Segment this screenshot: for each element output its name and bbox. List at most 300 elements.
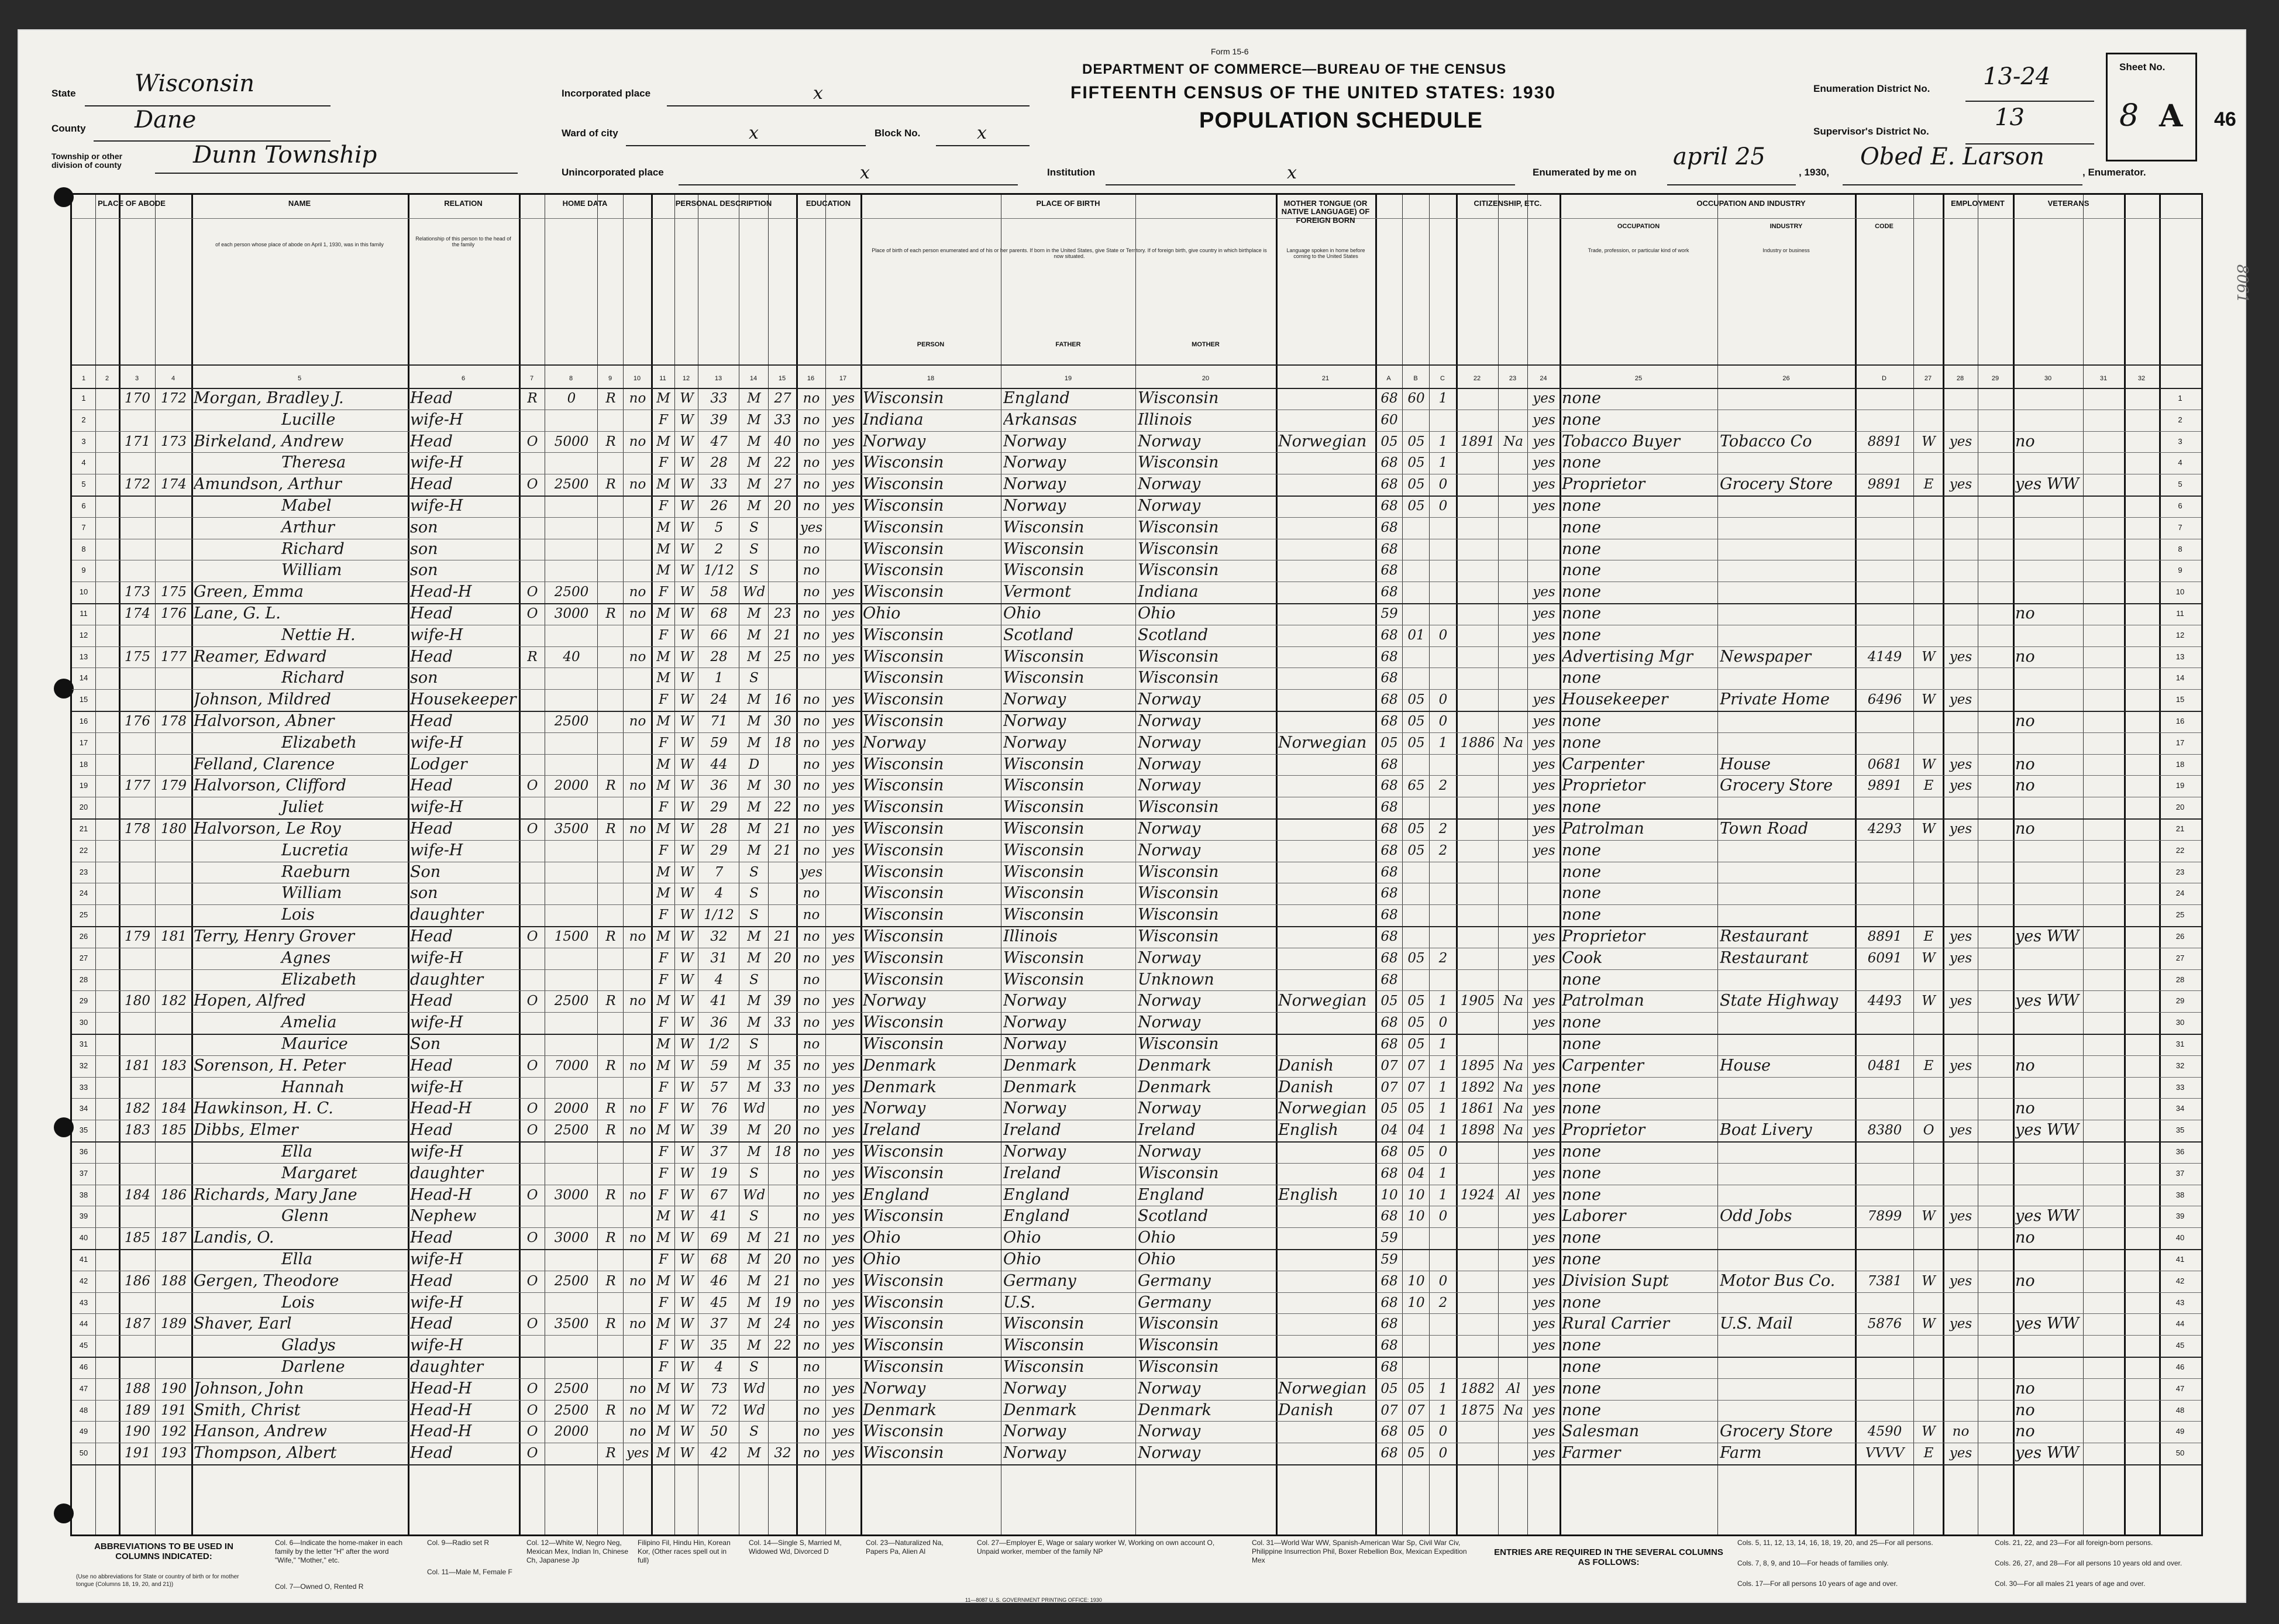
cell-fam: 184 — [161, 1101, 187, 1117]
cell-name: Lane, G. L. — [194, 604, 281, 622]
cell-name: Landis, O. — [194, 1229, 274, 1247]
group-header-name: NAME — [288, 199, 311, 208]
cell-mbp: Norway — [1138, 992, 1201, 1010]
cell-age: 44 — [710, 756, 728, 772]
cell-mbp: England — [1138, 1185, 1204, 1204]
cell-name: Hopen, Alfred — [194, 992, 306, 1010]
cell-sch: no — [803, 412, 820, 428]
line-number: 14 — [79, 673, 88, 683]
line-number: 31 — [79, 1040, 88, 1048]
cell-mar: M — [747, 627, 761, 643]
cell-sch: no — [803, 735, 820, 751]
cell-cb: 05 — [1407, 433, 1425, 449]
cell-fbp: Denmark — [1003, 1078, 1077, 1096]
entries-title: ENTRIES ARE REQUIRED IN THE SEVERAL COLUMNS AS FOLLOWS: — [1494, 1547, 1723, 1567]
entries-req6: Col. 30—For all males 21 years of age and over. — [1995, 1580, 2146, 1588]
cell-ca: 68 — [1381, 842, 1398, 858]
cell-ca: 68 — [1381, 929, 1398, 944]
cell-val: 2000 — [554, 1101, 589, 1117]
cell-occ: none — [1562, 539, 1602, 558]
cell-sex: M — [656, 391, 670, 406]
cell-eng: yes — [1533, 1209, 1555, 1224]
cell-val: 2500 — [554, 1402, 589, 1418]
cell-mar: M — [747, 714, 761, 729]
cell-dw: 177 — [125, 778, 150, 794]
cell-rel: son — [410, 884, 438, 903]
cell-occ: none — [1562, 906, 1602, 924]
cell-rel: daughter — [410, 906, 484, 924]
supervisor-value: 13 — [1995, 104, 2025, 131]
cell-code: 0481 — [1867, 1058, 1902, 1074]
cell-fbp: Norway — [1003, 1379, 1066, 1398]
cell-read: yes — [832, 433, 855, 449]
cell-sch: no — [803, 1338, 820, 1354]
form-number: Form 15-6 — [1211, 47, 1249, 56]
cell-sch: no — [803, 1295, 820, 1310]
line-number: 16 — [79, 717, 88, 725]
cell-mbp: Wisconsin — [1138, 1035, 1219, 1053]
cell-ind: Newspaper — [1720, 647, 1812, 666]
cell-sex: M — [656, 606, 670, 621]
column-number: 16 — [807, 375, 815, 382]
cell-name: Margaret — [281, 1164, 357, 1182]
cell-name: William — [281, 884, 342, 903]
cell-emp: yes — [1949, 433, 1972, 449]
cell-own: O — [526, 993, 538, 1009]
cell-sex: F — [659, 498, 668, 514]
cell-fbp: Norway — [1003, 992, 1066, 1010]
cell-farm: no — [629, 1424, 646, 1440]
cell-own: O — [526, 1446, 538, 1461]
line-number: 45 — [2175, 1341, 2185, 1350]
cell-am: 27 — [774, 391, 791, 406]
cell-race: W — [680, 1424, 694, 1440]
line-number: 22 — [79, 845, 88, 855]
cell-rel: Head — [410, 475, 453, 494]
line-number: 35 — [79, 1126, 88, 1135]
cell-ind: House — [1720, 1056, 1771, 1075]
cell-read: yes — [832, 1316, 855, 1332]
cell-dw: 188 — [125, 1381, 150, 1396]
cell-own: O — [526, 1058, 538, 1074]
cell-ca: 68 — [1381, 1295, 1398, 1310]
cell-age: 67 — [710, 1187, 728, 1203]
abbrev-col23: Col. 23—Naturalized Na, Papers Pa, Alien Al — [866, 1539, 944, 1556]
cell-fam: 177 — [161, 649, 187, 665]
enumerator-label: , Enumerator. — [2082, 167, 2146, 178]
cell-occ: none — [1562, 1099, 1602, 1118]
cell-rel: Head — [410, 647, 453, 666]
cell-vet: yes WW — [2015, 1207, 2080, 1226]
cell-sch: no — [803, 756, 820, 772]
cell-tongue: Danish — [1278, 1078, 1334, 1096]
cell-race: W — [680, 714, 694, 729]
cell-race: W — [680, 993, 694, 1009]
cell-bp: Wisconsin — [863, 1336, 944, 1355]
cell-sch: no — [803, 584, 820, 600]
cell-occ: none — [1562, 712, 1602, 730]
cell-age: 37 — [710, 1316, 728, 1332]
cell-age: 4 — [714, 1360, 724, 1375]
cell-mar: M — [747, 1446, 761, 1461]
cell-race: W — [680, 455, 694, 471]
group-header-personal: PERSONAL DESCRIPTION — [675, 199, 772, 208]
enumeration-date: april 25 — [1673, 143, 1765, 170]
cell-ca: 05 — [1381, 1101, 1398, 1117]
line-number: 22 — [2175, 845, 2185, 855]
cell-dw: 180 — [125, 993, 150, 1009]
cell-sch: no — [803, 477, 820, 493]
cell-sch: no — [803, 1187, 820, 1203]
cell-fbp: Norway — [1003, 1444, 1066, 1463]
cell-bp: Wisconsin — [863, 518, 944, 536]
line-number: 2 — [2178, 415, 2182, 424]
cell-val: 3000 — [554, 606, 589, 621]
cell-occ: none — [1562, 669, 1602, 687]
cell-age: 5 — [714, 519, 724, 535]
cell-emp: yes — [1949, 929, 1972, 944]
cell-mbp: Norway — [1138, 948, 1201, 967]
cell-farm: no — [629, 778, 646, 794]
cell-rel: Head — [410, 604, 453, 622]
cell-imm: 1861 — [1460, 1101, 1495, 1117]
cell-sch: no — [803, 972, 820, 988]
cell-bp: Wisconsin — [863, 583, 944, 601]
cell-radio: R — [605, 1316, 616, 1332]
cell-rel: daughter — [410, 1358, 484, 1376]
cell-ca: 68 — [1381, 670, 1398, 686]
cell-fam: 187 — [161, 1230, 187, 1246]
cell-ca: 68 — [1381, 1209, 1398, 1224]
cell-ind: Boat Livery — [1720, 1121, 1812, 1140]
cell-am: 19 — [774, 1295, 791, 1310]
cell-cb: 05 — [1407, 1144, 1425, 1159]
cell-name: Terry, Henry Grover — [194, 927, 355, 945]
cell-age: 4 — [714, 972, 724, 988]
cell-farm: no — [629, 993, 646, 1009]
cell-read: yes — [832, 1209, 855, 1224]
cell-rel: Nephew — [410, 1207, 477, 1226]
cell-age: 37 — [710, 1144, 728, 1159]
cell-ind: Town Road — [1720, 820, 1809, 838]
cell-cb: 10 — [1407, 1273, 1425, 1289]
cell-mar: M — [747, 1252, 761, 1267]
cell-vet: no — [2015, 432, 2035, 450]
cell-val: 2500 — [554, 477, 589, 493]
cell-bp: Ohio — [863, 604, 901, 622]
cell-own: O — [526, 1230, 538, 1246]
cell-occ: Proprietor — [1562, 475, 1645, 494]
line-number: 23 — [2175, 867, 2185, 876]
line-number: 1 — [81, 394, 86, 402]
cell-val: 1500 — [554, 929, 589, 944]
cell-mar: M — [747, 455, 761, 471]
line-number: 28 — [79, 975, 88, 984]
line-number: 14 — [2175, 673, 2185, 683]
cell-rel: wife-H — [410, 1250, 463, 1268]
cell-fbp: Denmark — [1003, 1401, 1077, 1419]
group-header-veterans: VETERANS — [2047, 199, 2089, 208]
cell-emp: yes — [1949, 1273, 1972, 1289]
cell-mbp: Wisconsin — [1138, 1358, 1219, 1376]
cell-vet: yes WW — [2015, 992, 2080, 1010]
cell-sex: F — [659, 950, 668, 966]
cell-bp: Wisconsin — [863, 497, 944, 515]
cell-cc: 0 — [1438, 477, 1448, 493]
cell-eng: yes — [1533, 1187, 1555, 1203]
column-number: 6 — [461, 375, 466, 382]
column-description-occ-desc: Trade, profession, or particular kind of work — [1588, 247, 1689, 253]
line-number: 27 — [79, 953, 88, 962]
cell-tongue: Norwegian — [1278, 1099, 1367, 1118]
cell-sex: F — [659, 1144, 668, 1159]
cell-occ: Patrolman — [1562, 820, 1644, 838]
cell-read: yes — [832, 821, 855, 837]
cell-bp: Norway — [863, 432, 926, 450]
cell-race: W — [680, 519, 694, 535]
line-number: 21 — [79, 824, 88, 833]
cell-race: W — [680, 950, 694, 966]
cell-occ: Proprietor — [1562, 1121, 1645, 1140]
cell-radio: R — [605, 1123, 616, 1138]
cell-ind: Grocery Store — [1720, 475, 1833, 494]
cell-fbp: Norway — [1003, 432, 1066, 450]
cell-bp: Wisconsin — [863, 841, 944, 859]
line-number: 33 — [2175, 1082, 2185, 1092]
cell-name: Halvorson, Le Roy — [194, 820, 341, 838]
cell-am: 20 — [774, 1252, 791, 1267]
cell-fam: 191 — [161, 1402, 187, 1418]
cell-vet: no — [2015, 647, 2035, 666]
cell-mbp: Wisconsin — [1138, 1336, 1219, 1355]
cell-cls: W — [1922, 756, 1936, 772]
column-number: 11 — [659, 375, 666, 382]
line-number: 29 — [79, 996, 88, 1006]
column-description-relation: Relationship of this person to the head of the family — [415, 236, 511, 248]
cell-am: 21 — [774, 1230, 791, 1246]
cell-mbp: Wisconsin — [1138, 669, 1219, 687]
cell-sex: M — [656, 1037, 670, 1052]
group-header-citizenship: CITIZENSHIP, ETC. — [1474, 199, 1542, 208]
unincorporated-label: Unincorporated place — [562, 167, 664, 178]
cell-read: yes — [832, 1381, 855, 1396]
cell-val: 2000 — [554, 1424, 589, 1440]
line-number: 29 — [2175, 996, 2185, 1006]
cell-ca: 68 — [1381, 498, 1398, 514]
line-number: 46 — [2175, 1362, 2185, 1371]
cell-eng: yes — [1533, 627, 1555, 643]
line-number: 8 — [81, 544, 86, 553]
cell-val: 2500 — [554, 1273, 589, 1289]
cell-mbp: Wisconsin — [1138, 647, 1219, 666]
cell-ca: 05 — [1381, 735, 1398, 751]
cell-occ: none — [1562, 1013, 1602, 1032]
cell-sex: M — [656, 864, 670, 880]
cell-eng: yes — [1533, 714, 1555, 729]
cell-mbp: Denmark — [1138, 1078, 1211, 1096]
cell-bp: Wisconsin — [863, 1035, 944, 1053]
line-number: 10 — [2175, 587, 2185, 597]
cell-fam: 186 — [161, 1187, 187, 1203]
cell-farm: no — [629, 433, 646, 449]
cell-farm: no — [629, 606, 646, 621]
cell-rel: son — [410, 518, 438, 536]
cell-fbp: Wisconsin — [1003, 862, 1085, 881]
cell-fbp: Ireland — [1003, 1121, 1061, 1140]
cell-fbp: Wisconsin — [1003, 539, 1085, 558]
cell-fbp: Norway — [1003, 1035, 1066, 1053]
cell-fam: 175 — [161, 584, 187, 600]
cell-ind: Private Home — [1720, 690, 1830, 709]
cell-bp: Wisconsin — [863, 1143, 944, 1161]
cell-occ: Salesman — [1562, 1422, 1640, 1441]
cell-rel: wife-H — [410, 1143, 463, 1161]
cell-code: 4493 — [1867, 993, 1902, 1009]
cell-cc: 0 — [1438, 498, 1448, 514]
cell-sex: M — [656, 993, 670, 1009]
census-title: FIFTEENTH CENSUS OF THE UNITED STATES: 1930 — [1070, 83, 1556, 102]
cell-mar: M — [747, 477, 761, 493]
cell-dw: 186 — [125, 1273, 150, 1289]
cell-fbp: Norway — [1003, 690, 1066, 709]
cell-ca: 10 — [1381, 1187, 1398, 1203]
column-number: 25 — [1634, 375, 1643, 382]
cell-bp: Wisconsin — [863, 1271, 944, 1290]
cell-cls: W — [1922, 1316, 1936, 1332]
cell-name: Thompson, Albert — [194, 1444, 337, 1463]
cell-bp: Wisconsin — [863, 927, 944, 945]
cell-cc: 0 — [1438, 714, 1448, 729]
line-number: 17 — [79, 738, 88, 747]
cell-occ: none — [1562, 497, 1602, 515]
cell-eng: yes — [1533, 391, 1555, 406]
cell-sch: no — [803, 455, 820, 471]
line-number: 19 — [2175, 781, 2185, 790]
cell-mbp: Norway — [1138, 1013, 1201, 1032]
cell-cls: E — [1923, 778, 1934, 794]
cell-name: Halvorson, Abner — [194, 712, 335, 730]
cell-cb: 10 — [1407, 1295, 1425, 1310]
cell-eng: yes — [1533, 1144, 1555, 1159]
cell-mar: D — [748, 756, 760, 772]
cell-sex: F — [659, 412, 668, 428]
cell-mbp: Ohio — [1138, 1250, 1176, 1268]
cell-occ: none — [1562, 1379, 1602, 1398]
cell-sex: M — [656, 1230, 670, 1246]
cell-mbp: Norway — [1138, 432, 1201, 450]
cell-read: yes — [832, 778, 855, 794]
cell-sex: M — [656, 778, 670, 794]
cell-ca: 68 — [1381, 541, 1398, 557]
cell-cc: 0 — [1438, 1209, 1448, 1224]
cell-ca: 68 — [1381, 756, 1398, 772]
cell-rel: Head-H — [410, 1401, 472, 1419]
cell-fbp: Arkansas — [1003, 410, 1077, 429]
cell-ca: 68 — [1381, 1015, 1398, 1031]
line-number: 48 — [79, 1405, 88, 1415]
cell-rel: Head — [410, 1056, 453, 1075]
cell-rel: Head-H — [410, 1422, 472, 1441]
cell-mar: Wd — [742, 1187, 766, 1203]
cell-mar: S — [749, 1209, 759, 1224]
cell-eng: yes — [1533, 1015, 1555, 1031]
cell-fbp: Norway — [1003, 1422, 1066, 1441]
cell-bp: Wisconsin — [863, 906, 944, 924]
cell-code: 8380 — [1867, 1123, 1902, 1138]
cell-tongue: English — [1278, 1185, 1338, 1204]
cell-eng: yes — [1533, 1230, 1555, 1246]
cell-sch: yes — [800, 519, 823, 535]
cell-ca: 07 — [1381, 1402, 1398, 1418]
cell-mar: M — [747, 391, 761, 406]
cell-occ: none — [1562, 1035, 1602, 1053]
cell-fbp: Wisconsin — [1003, 948, 1085, 967]
cell-read: yes — [832, 1252, 855, 1267]
cell-fbp: England — [1003, 1207, 1070, 1226]
cell-own: R — [527, 649, 538, 665]
entries-req5: Cols. 26, 27, and 28—For all persons 10 years old and over. — [1995, 1559, 2182, 1567]
cell-eng: yes — [1533, 584, 1555, 600]
cell-radio: R — [605, 1402, 616, 1418]
group-header-birth: PLACE OF BIRTH — [1036, 199, 1100, 208]
cell-name: Ella — [281, 1250, 313, 1268]
cell-ind: Grocery Store — [1720, 1422, 1833, 1441]
cell-ca: 68 — [1381, 1424, 1398, 1440]
line-number: 5 — [81, 480, 86, 489]
cell-name: Richards, Mary Jane — [194, 1185, 357, 1204]
cell-sch: no — [803, 993, 820, 1009]
line-number: 18 — [2175, 759, 2185, 769]
column-number: 23 — [1509, 375, 1517, 382]
cell-code: 4590 — [1867, 1424, 1902, 1440]
department-title: DEPARTMENT OF COMMERCE—BUREAU OF THE CENSUS — [1082, 61, 1507, 77]
cell-bp: Wisconsin — [863, 798, 944, 817]
group-header-relation: RELATION — [444, 199, 483, 208]
line-number: 37 — [79, 1168, 88, 1178]
cell-mbp: Wisconsin — [1138, 453, 1219, 472]
cell-age: 33 — [710, 477, 728, 493]
cell-bp: Denmark — [863, 1078, 937, 1096]
cell-fam: 185 — [161, 1123, 187, 1138]
cell-cb: 05 — [1407, 950, 1425, 966]
abbrev-col31: Col. 31—World War WW, Spanish-American War Sp, Civil War Civ, Philippine Insurrection Phil, Boxer Rebellion Box, Mexican Expedition Mex — [1252, 1539, 1467, 1564]
cell-sch: no — [803, 1123, 820, 1138]
cell-farm: no — [629, 821, 646, 837]
cell-fam: 178 — [161, 714, 187, 729]
cell-sex: F — [659, 1360, 668, 1375]
cell-fbp: Wisconsin — [1003, 906, 1085, 924]
cell-own: R — [527, 391, 538, 406]
enumerated-label: Enumerated by me on — [1533, 167, 1637, 178]
cell-ind: Motor Bus Co. — [1720, 1271, 1836, 1290]
cell-rel: Head — [410, 1315, 453, 1333]
cell-val: 40 — [563, 649, 580, 665]
cell-mar: M — [747, 735, 761, 751]
abbrev-col27: Col. 27—Employer E, Wage or salary worker W, Working on own account O, Unpaid worker, member of the family NP — [977, 1539, 1215, 1556]
cell-age: 59 — [710, 1058, 728, 1074]
cell-age: 68 — [710, 606, 728, 621]
cell-fam: 192 — [161, 1424, 187, 1440]
line-number: 25 — [79, 910, 88, 920]
cell-cb: 05 — [1407, 993, 1425, 1009]
cell-bp: Norway — [863, 992, 926, 1010]
cell-sch: no — [803, 391, 820, 406]
cell-race: W — [680, 391, 694, 406]
cell-rel: Head — [410, 992, 453, 1010]
cell-mar: M — [747, 778, 761, 794]
cell-rel: Head — [410, 1229, 453, 1247]
cell-mbp: Norway — [1138, 820, 1201, 838]
